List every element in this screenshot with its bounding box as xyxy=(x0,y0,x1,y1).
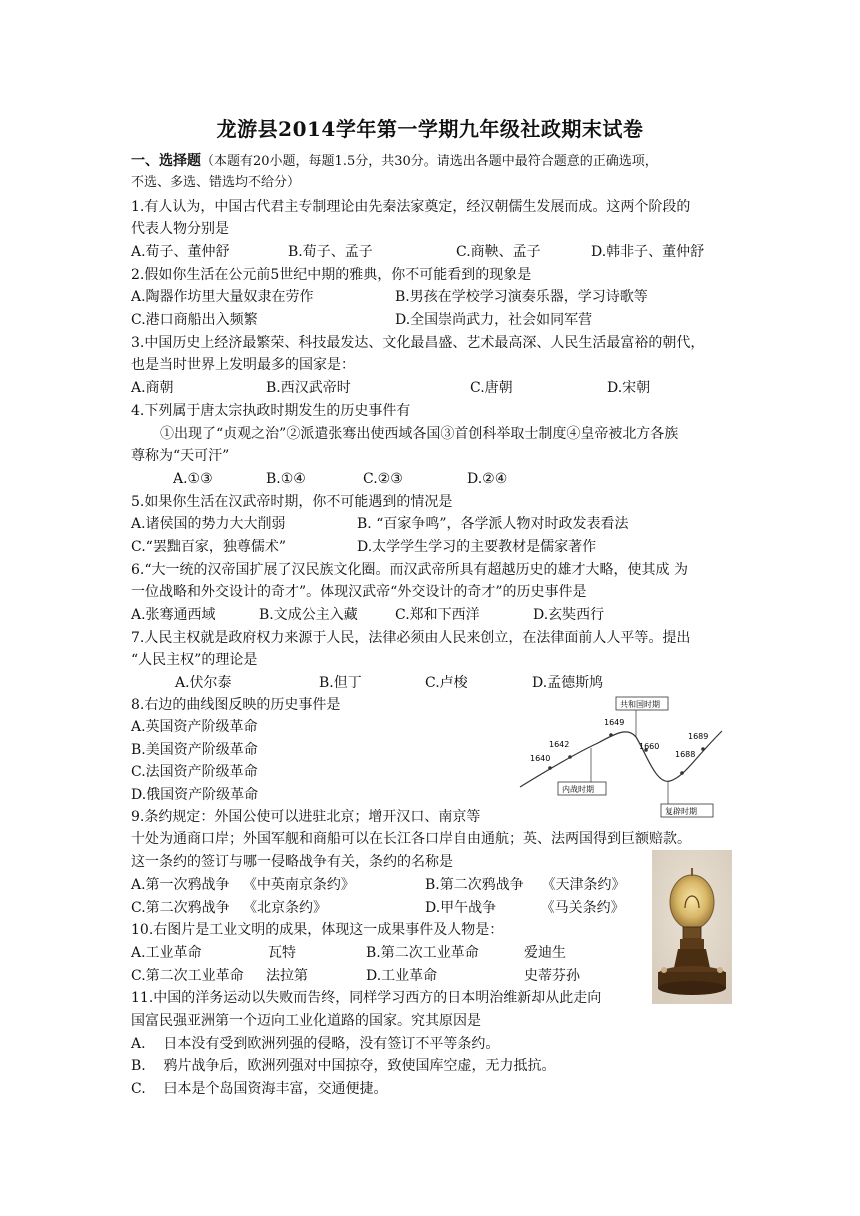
q3-option-c: C.唐朝 xyxy=(470,380,513,396)
q10-option-b-person: 爱迪生 xyxy=(524,945,566,961)
q11-option-a: A. 日本没有受到欧洲列强的侵略，没有签订不平等条约。 xyxy=(131,1036,500,1052)
q9-stem-line-3: 这一条约的签订与哪一侵略战争有关，条约的名称是 xyxy=(131,854,453,870)
point-1649 xyxy=(609,733,613,737)
q2-stem: 2.假如你生活在公元前5世纪中期的雅典，你不可能看到的现象是 xyxy=(131,267,532,283)
q4-option-d: D.②④ xyxy=(467,471,508,487)
q8-stem: 8.右边的曲线图反映的历史事件是 xyxy=(131,697,341,713)
q6-option-b: B.文成公主入藏 xyxy=(259,607,358,623)
q9-option-d: D.甲午战争 《马关条约》 xyxy=(425,900,625,916)
q3-stem-line-2: 也是当时世界上发明最多的国家是： xyxy=(131,357,355,373)
point-1640 xyxy=(548,766,552,770)
q3-option-a: A.商朝 xyxy=(131,380,174,396)
q10-option-d-event: D.工业革命 xyxy=(366,968,438,984)
year-label-1688: 1688 xyxy=(675,750,696,759)
restoration-period-label: 复辟时期 xyxy=(665,807,697,816)
year-label-1649: 1649 xyxy=(604,718,625,727)
republic-period-label: 共和国时期 xyxy=(620,700,660,709)
q7-stem-line-1: 7.人民主权就是政府权力来源于人民，法律必须由人民来创立，在法律面前人人平等。提出 xyxy=(131,630,691,646)
q6-option-d: D.玄奘西行 xyxy=(533,607,605,623)
q11-option-b: B. 鸦片战争后，欧洲列强对中国掠夺，致使国库空虚，无力抵抗。 xyxy=(131,1058,556,1074)
q11-stem-line-1: 11.中国的洋务运动以失败而告终，同样学习西方的日本明治维新却从此走向 xyxy=(131,990,602,1006)
q10-option-b-event: B.第二次工业革命 xyxy=(366,945,479,961)
q7-option-b: B.但丁 xyxy=(319,675,362,691)
q8-option-c: C.法国资产阶级革命 xyxy=(131,764,258,780)
q6-stem-line-2: 一位战略和外交设计的奇才”。体现汉武帝“外交设计的奇才”的历史事件是 xyxy=(131,584,587,600)
q4-items-line-1: ①出现了“贞观之治”②派遣张骞出使西域各国③首创科举取士制度④皇帝被北方各族 xyxy=(160,426,679,442)
point-1688 xyxy=(680,771,684,775)
q11-option-c: C. 曰本是个岛国资海丰富，交通便捷。 xyxy=(131,1081,388,1097)
year-label-1660: 1660 xyxy=(639,742,660,751)
section-note-line-1: （本题有20小题，每题1.5分，共30分。请选出各题中最符合题意的正确选项， xyxy=(201,154,658,169)
point-1689 xyxy=(701,747,705,751)
edison-light-bulb-image xyxy=(652,850,732,1004)
q11-stem-line-2: 国富民强亚洲第一个迈向工业化道路的国家。究其原因是 xyxy=(131,1013,481,1029)
q10-option-d-person: 史蒂芬孙 xyxy=(524,968,580,984)
point-1642 xyxy=(568,755,572,759)
q1-stem-line-1: 1.有人认为，中国古代君主专制理论由先秦法家奠定，经汉朝儒生发展而成。这两个阶段的 xyxy=(131,199,691,215)
q2-option-c: C.港口商船出入频繁 xyxy=(131,312,258,328)
q3-option-d: D.宋朝 xyxy=(607,380,651,396)
q9-option-c: C.第二次鸦战争 《北京条约》 xyxy=(131,900,328,916)
q2-option-a: A.陶器作坊里大量奴隶在劳作 xyxy=(131,289,314,305)
q4-stem: 4.下列属于唐太宗执政时期发生的历史事件有 xyxy=(131,403,411,419)
year-label-1640: 1640 xyxy=(530,754,551,763)
q5-stem: 5.如果你生活在汉武帝时期，你不可能遇到的情况是 xyxy=(131,494,453,510)
q10-option-a-person: 瓦特 xyxy=(268,945,296,961)
q2-option-d: D.全国崇尚武力，社会如同军营 xyxy=(395,312,593,328)
q5-option-b: B. “百家争鸣”，各学派人物对时政发表看法 xyxy=(357,516,629,532)
q1-option-c: C.商鞅、孟子 xyxy=(456,244,541,260)
exam-title: 龙游县2014学年第一学期九年级社政期末试卷 xyxy=(216,117,644,141)
q8-option-a: A.英国资产阶级革命 xyxy=(131,719,258,735)
revolution-curve-figure xyxy=(516,693,728,821)
q4-option-c: C.②③ xyxy=(363,471,403,487)
q8-option-b: B.美国资产阶级革命 xyxy=(131,742,258,758)
q10-option-c-event: C.第二次工业革命 xyxy=(131,968,244,984)
q3-option-b: B.西汉武帝时 xyxy=(266,380,351,396)
q7-option-a: A.伏尔泰 xyxy=(175,675,232,691)
q6-stem-line-1: 6.“大一统的汉帝国扩展了汉民族文化圈。而汉武帝所具有超越历史的雄才大略，使其成 为 xyxy=(131,562,688,578)
section-heading: 一、选择题 xyxy=(131,153,201,169)
q10-option-a-event: A.工业革命 xyxy=(131,945,202,961)
section-instructions xyxy=(131,150,658,173)
q9-option-b: B.第二次鸦战争 《天津条约》 xyxy=(425,877,626,893)
q5-option-d: D.太学学生学习的主要教材是儒家著作 xyxy=(357,539,597,555)
q10-option-c-person: 法拉第 xyxy=(266,968,308,984)
civil-war-period-label: 内战时期 xyxy=(562,785,594,794)
q8-option-d: D.俄国资产阶级革命 xyxy=(131,787,259,803)
q1-stem-line-2: 代表人物分别是 xyxy=(131,221,229,237)
q3-stem-line-1: 3.中国历史上经济最繁荣、科技最发达、文化最昌盛、艺术最高深、人民生活最富裕的朝代， xyxy=(131,335,705,351)
q9-stem-line-2: 十处为通商口岸；外国军舰和商船可以在长江各口岸自由通航；英、法两国得到巨额赔款。 xyxy=(131,831,691,847)
q6-option-c: C.郑和下西洋 xyxy=(395,607,480,623)
q1-option-d: D.韩非子、董仲舒 xyxy=(591,244,705,260)
section-note-line-2: 不选、多选、错选均不给分） xyxy=(131,175,301,190)
q4-option-b: B.①④ xyxy=(266,471,306,487)
q5-option-c: C.“罢黜百家，独尊儒术” xyxy=(131,539,286,555)
q5-option-a: A.诸侯国的势力大大削弱 xyxy=(131,516,286,532)
year-label-1642: 1642 xyxy=(549,740,570,749)
year-label-1689: 1689 xyxy=(688,732,709,741)
q7-option-c: C.卢梭 xyxy=(425,675,468,691)
q1-option-b: B.荀子、孟子 xyxy=(288,244,373,260)
q1-option-a: A.荀子、董仲舒 xyxy=(131,244,230,260)
q4-option-a: A.①③ xyxy=(173,471,213,487)
q10-stem: 10.右图片是工业文明的成果，体现这一成果事件及人物是： xyxy=(131,922,504,938)
q2-option-b: B.男孩在学校学习演奏乐器，学习诗歌等 xyxy=(395,289,648,305)
q9-option-a: A.第一次鸦战争 《中英南京条约》 xyxy=(131,877,355,893)
q9-stem-line-1: 9.条约规定：外国公使可以进驻北京；增开汉口、南京等 xyxy=(131,809,481,825)
q7-stem-line-2: “人民主权”的理论是 xyxy=(131,652,258,668)
q7-option-d: D.孟德斯鸠 xyxy=(532,675,604,691)
q4-items-line-2: 尊称为“天可汗” xyxy=(131,448,230,464)
q6-option-a: A.张骞通西域 xyxy=(131,607,216,623)
